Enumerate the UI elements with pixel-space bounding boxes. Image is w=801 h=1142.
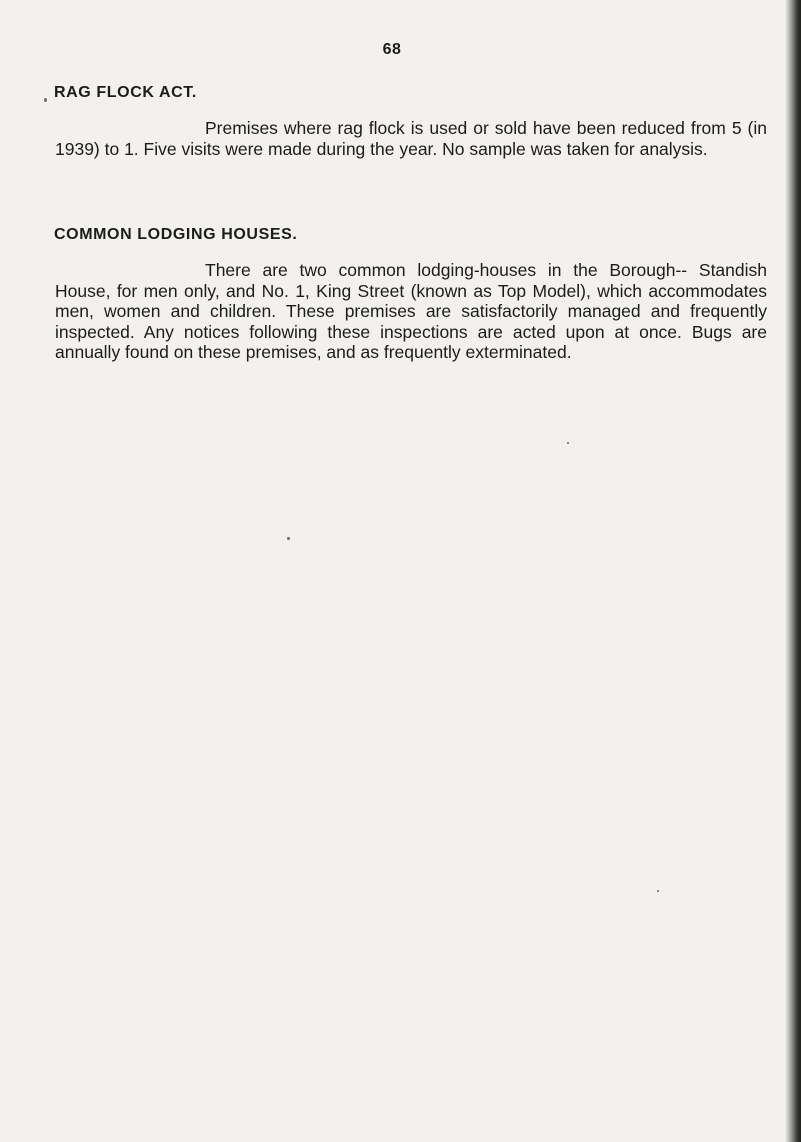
section-heading-rag-flock-act: RAG FLOCK ACT. xyxy=(54,84,197,101)
scan-speck xyxy=(567,442,569,444)
scan-speck xyxy=(44,98,47,102)
section-body-rag-flock-act-text: Premises where rag flock is used or sold have been reduced from 5 (in 1939) to 1. Five visits were made during the year. No sample was taken for analysis. xyxy=(55,118,767,159)
page-number: 68 xyxy=(382,41,402,58)
scan-shadow-edge xyxy=(785,0,801,1142)
scan-speck xyxy=(287,537,290,540)
section-body-common-lodging-houses xyxy=(55,260,767,363)
section-body-rag-flock-act xyxy=(55,118,767,159)
scan-speck xyxy=(657,890,659,892)
section-body-common-lodging-houses-text: There are two common lodging-houses in the Borough-- Standish House, for men only, and No. 1, King Street (known as Top Model), which accommodates men, women and children. These premises are satisfactorily managed and frequently inspected. Any notices following these inspections are acted upon at once. Bugs are annually found on these premises, and as frequently exterminated. xyxy=(55,260,767,362)
section-heading-common-lodging-houses: COMMON LODGING HOUSES. xyxy=(54,226,298,243)
